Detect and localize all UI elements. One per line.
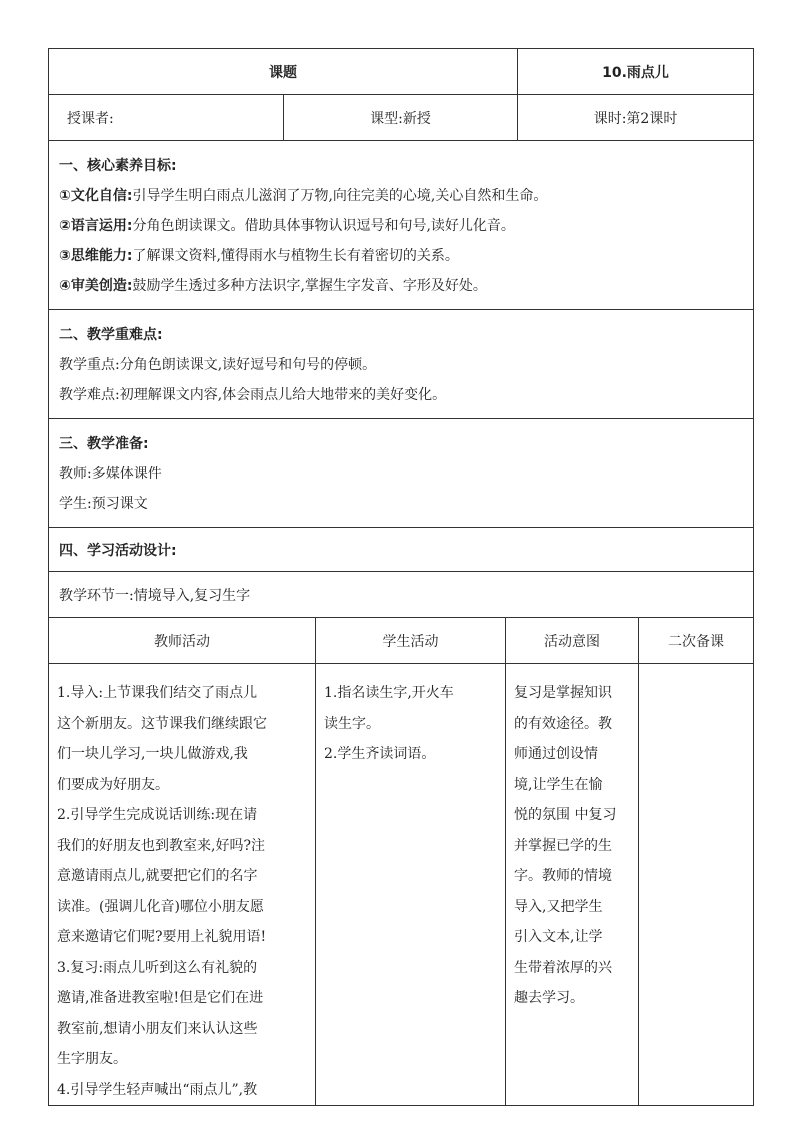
stage-row [49, 572, 754, 618]
goal-label: ②语言运用: [59, 218, 133, 234]
preparation-section [49, 419, 754, 528]
intent-line: 境,让学生在愉 [514, 776, 603, 793]
teacher-line: 我们的好朋友也到教室来,好吗?注 [57, 837, 265, 854]
goal-text: 了解课文资料,懂得雨水与植物生长有着密切的关系。 [132, 248, 459, 264]
goal-label: ①文化自信: [59, 188, 133, 204]
intent-line: 并掌握已学的生 [514, 837, 612, 854]
teacher-line: 3.复习:雨点儿听到这么有礼貌的 [57, 959, 258, 976]
goals-heading: 一、核心素养目标: [59, 158, 177, 174]
teacher-line: 读准。(强调儿化音)哪位小朋友愿 [57, 898, 264, 915]
goal-text: 引导学生明白雨点儿滋润了万物,向往完美的心境,关心自然和生命。 [132, 188, 548, 204]
preparation-line: 学生:预习课文 [59, 496, 148, 512]
activities-heading: 四、学习活动设计: [49, 528, 754, 572]
column-header-student: 学生活动 [316, 618, 506, 664]
lesson-plan-page [48, 48, 753, 1106]
teacher-label: 授课者: [49, 95, 284, 141]
goals-section [49, 141, 754, 310]
goal-text: 分角色朗读课文。借助具体事物认识逗号和句号,读好儿化音。 [132, 218, 515, 234]
intent-line: 师通过创设情 [514, 746, 598, 762]
teacher-line: 教室前,想请小朋友们来认认这些 [57, 1020, 258, 1037]
activity-intent [506, 664, 639, 1106]
topic-label: 课题 [49, 49, 518, 95]
column-header-intent: 活动意图 [506, 618, 639, 664]
goal-item [59, 181, 743, 211]
intent-line: 导入,又把学生 [514, 898, 603, 915]
topic-row [49, 49, 754, 95]
goal-item [59, 271, 743, 301]
key-point-line: 教学难点:初理解课文内容,体会雨点儿给大地带来的美好变化。 [59, 387, 447, 403]
goal-item [59, 241, 743, 271]
goal-label: ③思维能力: [59, 248, 133, 264]
teacher-line: 生字朋友。 [57, 1051, 127, 1067]
lesson-hours: 课时:第2课时 [518, 95, 754, 141]
activities-body-row [49, 664, 754, 1106]
key-points-heading: 二、教学重难点: [59, 327, 163, 343]
intent-line: 生带着浓厚的兴 [514, 959, 612, 976]
lesson-plan-table [48, 48, 754, 618]
teacher-line: 意邀请雨点儿,就要把它们的名字 [57, 868, 258, 884]
teacher-activities [49, 664, 316, 1106]
student-line: 读生字。 [324, 715, 380, 732]
teacher-line: 们一块儿学习,一块儿做游戏,我 [57, 746, 248, 762]
intent-line: 复习是掌握知识 [514, 685, 612, 701]
intent-line: 悦的氛围 中复习 [514, 807, 617, 823]
topic-value: 10.雨点儿 [518, 49, 754, 95]
preparation-line: 教师:多媒体课件 [59, 466, 162, 482]
student-activities [316, 664, 506, 1106]
intent-line: 趣去学习。 [514, 990, 584, 1006]
teacher-line: 4.引导学生轻声喊出“雨点儿”,教 [57, 1081, 258, 1098]
teacher-line: 邀请,准备进教室啦!但是它们在进 [57, 990, 264, 1006]
goal-item [59, 211, 743, 241]
teacher-line: 2.引导学生完成说话训练:现在请 [57, 807, 258, 823]
activities-header-row [49, 618, 754, 664]
intent-line: 的有效途径。教 [514, 715, 612, 732]
teacher-line: 1.导入:上节课我们结交了雨点儿 [57, 685, 258, 701]
intent-line: 字。教师的情境 [514, 868, 612, 884]
secondary-preparation [639, 664, 754, 1106]
column-header-revision: 二次备课 [639, 618, 754, 664]
student-line: 1.指名读生字,开火车 [324, 685, 454, 701]
lesson-type: 课型:新授 [284, 95, 518, 141]
teacher-line: 这个新朋友。这节课我们继续跟它 [57, 715, 267, 732]
key-points-section [49, 310, 754, 419]
preparation-heading: 三、教学准备: [59, 436, 149, 452]
intent-line: 引入文本,让学 [514, 929, 603, 945]
goal-label: ④审美创造: [59, 278, 133, 294]
activities-table [48, 617, 754, 1106]
activities-heading-row [49, 528, 754, 572]
teacher-line: 们要成为好朋友。 [57, 776, 169, 793]
student-line: 2.学生齐读词语。 [324, 746, 436, 762]
key-point-line: 教学重点:分角色朗读课文,读好逗号和句号的停顿。 [59, 357, 377, 373]
goal-text: 鼓励学生透过多种方法识字,掌握生字发音、字形及好处。 [132, 278, 487, 294]
info-row [49, 95, 754, 141]
stage-title: 教学环节一:情境导入,复习生字 [49, 572, 754, 618]
teacher-line: 意来邀请它们呢?要用上礼貌用语! [57, 929, 267, 945]
column-header-teacher: 教师活动 [49, 618, 316, 664]
